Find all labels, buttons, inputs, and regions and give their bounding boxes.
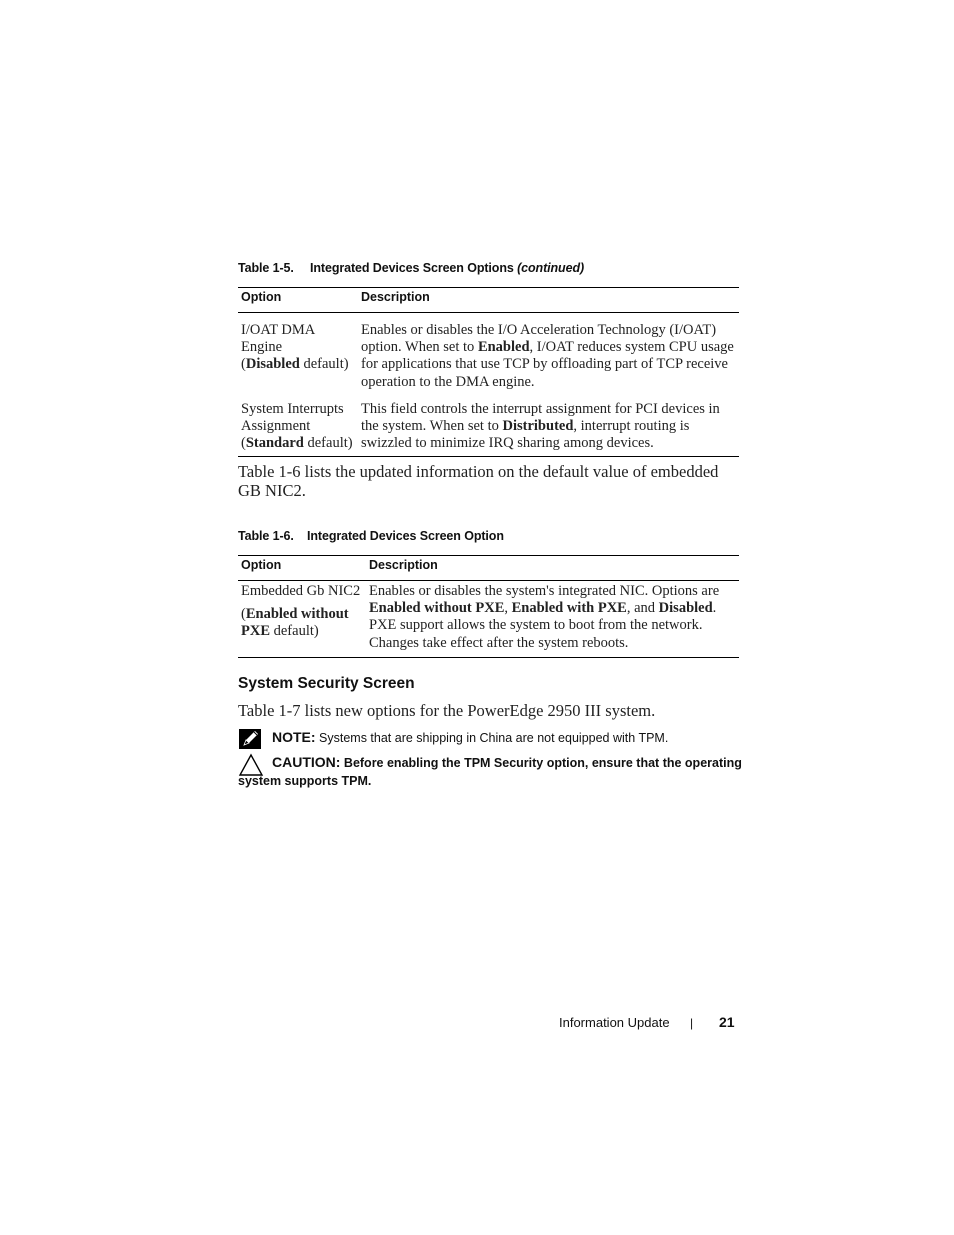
desc-bold: Disabled bbox=[658, 600, 713, 617]
default-value: Standard bbox=[245, 435, 304, 452]
description-cell bbox=[366, 581, 739, 658]
option-name: System Interrupts bbox=[241, 400, 344, 417]
default-label: default) bbox=[303, 435, 353, 452]
option-name-cont: Engine bbox=[241, 339, 283, 356]
section-heading: System Security Screen bbox=[238, 675, 415, 692]
table-1-5-caption bbox=[238, 261, 584, 275]
table-number: Table 1-5. bbox=[238, 261, 294, 275]
footer-section: Information Update bbox=[559, 1015, 670, 1030]
note-body: Systems that are shipping in China are not equipped with TPM. bbox=[315, 731, 669, 745]
desc-text: , interrupt routing is swizzled to minimize IRQ sharing among devices. bbox=[361, 418, 690, 452]
option-cell bbox=[238, 581, 366, 658]
description-cell bbox=[358, 398, 739, 457]
option-name: I/OAT DMA bbox=[241, 322, 316, 338]
table-title: Integrated Devices Screen Option bbox=[307, 529, 504, 543]
default-label: default) bbox=[270, 623, 319, 640]
desc-bold: Enabled bbox=[477, 339, 530, 356]
desc-text: . PXE support allows the system to boot from the network. Changes take effect after the system reboots. bbox=[369, 600, 717, 651]
caution bbox=[238, 753, 743, 790]
caution-label: CAUTION: bbox=[272, 754, 341, 770]
desc-text: Enables or disables the system's integrated NIC. Options are bbox=[369, 583, 720, 599]
desc-bold: Enabled with PXE bbox=[511, 600, 627, 617]
caution-body: Before enabling the TPM Security option, ensure that the operating system supports TPM. bbox=[238, 756, 742, 788]
option-cell bbox=[238, 313, 358, 398]
paragraph: Table 1-7 lists new options for the PowerEdge 2950 III system. bbox=[238, 701, 656, 720]
pencil-note-icon bbox=[238, 728, 262, 750]
header-option: Option bbox=[238, 288, 358, 313]
note bbox=[238, 728, 743, 747]
table-header-row bbox=[238, 556, 739, 581]
desc-bold: Distributed bbox=[502, 418, 574, 435]
default-label: default) bbox=[299, 356, 349, 373]
desc-text: Enables or disables the I/O Acceleration Technology (I/OAT) option. When set to bbox=[361, 322, 717, 356]
option-name: Embedded Gb NIC2 bbox=[241, 583, 361, 599]
table-row bbox=[238, 581, 739, 658]
option-cell bbox=[238, 398, 358, 457]
paren: ( bbox=[241, 606, 246, 623]
table-header-row bbox=[238, 288, 739, 313]
header-option: Option bbox=[238, 556, 366, 581]
paren: ( bbox=[241, 435, 246, 452]
table-1-5 bbox=[238, 287, 739, 457]
table-number: Table 1-6. bbox=[238, 529, 294, 543]
caution-text bbox=[238, 753, 743, 790]
desc-text: , and bbox=[626, 600, 659, 617]
paren: ( bbox=[241, 356, 246, 373]
header-description: Description bbox=[366, 556, 739, 581]
warning-triangle-icon bbox=[238, 753, 262, 775]
desc-text: This field controls the interrupt assignment for PCI devices in the system. When set to bbox=[361, 400, 720, 435]
desc-bold: Enabled without PXE bbox=[369, 600, 505, 617]
table-row bbox=[238, 398, 739, 457]
note-label: NOTE: bbox=[272, 729, 316, 745]
option-name-cont: Assignment bbox=[241, 418, 311, 435]
table-1-6-caption bbox=[238, 529, 504, 543]
table-1-6 bbox=[238, 555, 739, 658]
desc-text: , bbox=[504, 600, 512, 617]
page-number: 21 bbox=[719, 1014, 735, 1030]
table-row bbox=[238, 313, 739, 398]
desc-text: , I/OAT reduces system CPU usage for applications that use TCP by offloading part of TCP receive operation to the DMA engine. bbox=[361, 339, 734, 390]
paragraph: Table 1-6 lists the updated information on the default value of embedded GB NIC2. bbox=[238, 462, 719, 500]
description-cell bbox=[358, 313, 739, 398]
footer-separator: | bbox=[690, 1016, 694, 1030]
note-text bbox=[272, 728, 743, 747]
default-value: Disabled bbox=[245, 356, 300, 373]
table-title: Integrated Devices Screen Options bbox=[310, 261, 514, 275]
table-continued: (continued) bbox=[517, 261, 585, 275]
option-default bbox=[241, 606, 363, 640]
default-value: Enabled without PXE bbox=[241, 606, 349, 640]
header-description: Description bbox=[358, 288, 739, 313]
